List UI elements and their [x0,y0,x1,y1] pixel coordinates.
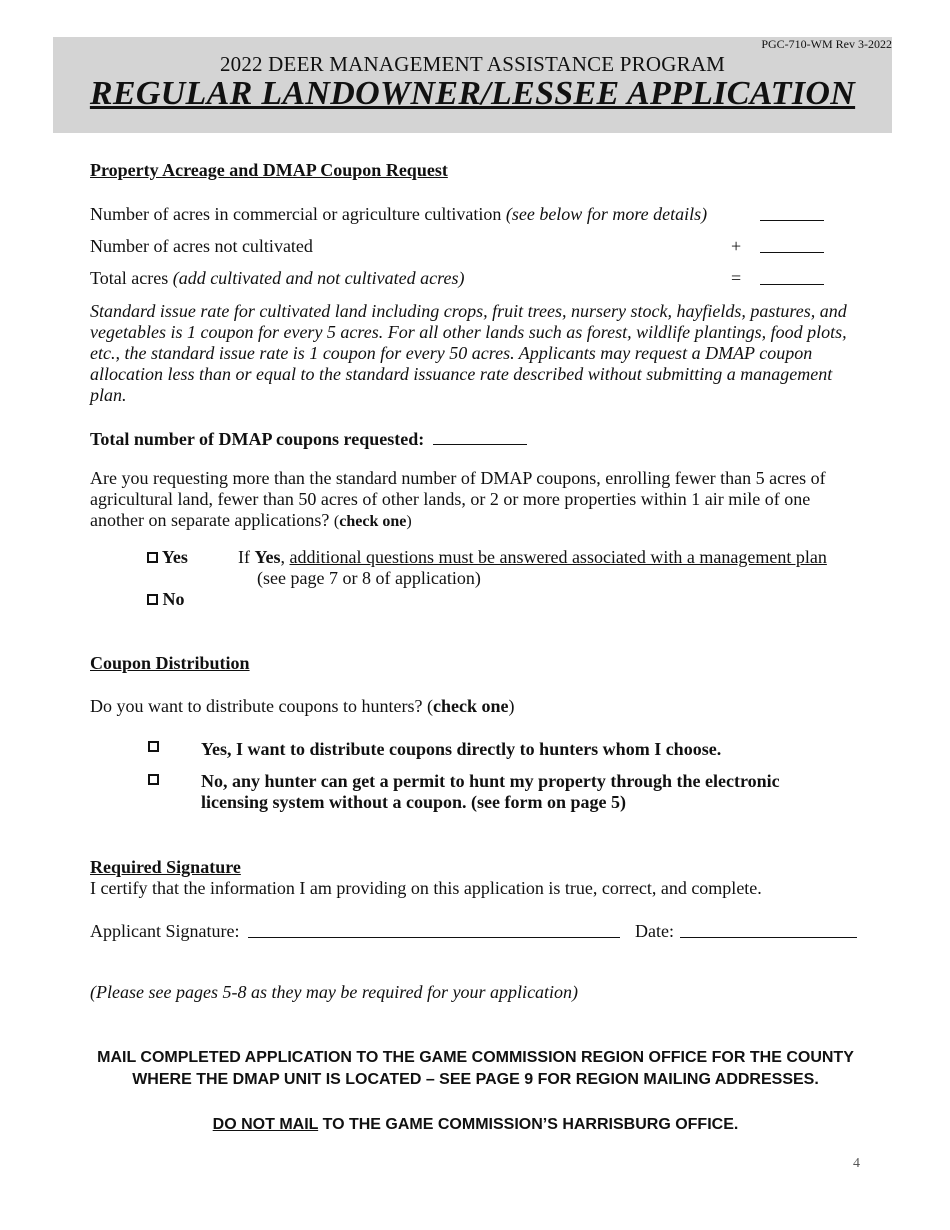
more-coupons-question: Are you requesting more than the standard number of DMAP coupons, enrolling fewer than 5 acres of agricultural land, fewer than 50 acres of other lands, or 2 or more properties within 1 air mile of one another on separate applications? (check one) [90,468,826,530]
rate-paragraph: Standard issue rate for cultivated land including crops, fruit trees, nursery stock, hayfields, pastures, and vegetables is 1 coupon for every 5 acres. For all other lands such as forest, wildlife plantings, food plots, etc., the standard issue rate is 1 coupon for every 50 acres. Applicants may request a DMAP coupon allocation less than or equal to the standard issuance rate described without submitting a management plan. [90,301,847,405]
no-checkbox[interactable] [147,594,158,605]
distribute-no-line1: No, any hunter can get a permit to hunt my property through the electronic [201,771,780,791]
do-not-mail-rest: TO THE GAME COMMISSION’S HARRISBURG OFFICE. [318,1116,739,1133]
distribute-yes-checkbox[interactable] [148,741,159,752]
distribute-no-line2: licensing system without a coupon. (see form on page 5) [201,792,626,812]
acreage-heading: Property Acreage and DMAP Coupon Request [90,160,448,180]
distribution-heading: Coupon Distribution [90,653,250,673]
check-one-label: check one [339,513,407,530]
cultivated-note: (see below for more details) [505,204,708,224]
applicant-signature-field[interactable] [248,923,620,938]
question-text: Are you requesting more than the standard number of DMAP coupons, enrolling fewer than 5 acres of agricultural land, fewer than 50 acres of other lands, or 2 or more properties within 1 air mile of one another on separate applications? [90,468,826,530]
plus-sign: + [731,236,742,256]
not-cultivated-label: Number of acres not cultivated [90,236,313,256]
no-label: No [162,589,185,609]
not-cultivated-acres-field[interactable] [760,238,824,253]
mail-instruction-line2: WHERE THE DMAP UNIT IS LOCATED – SEE PAGE 9 FOR REGION MAILING ADDRESSES. [132,1071,819,1088]
form-code: PGC-710-WM Rev 3-2022 [761,37,892,51]
distribution-question: Do you want to distribute coupons to hunters? [90,696,423,716]
total-acres-note: (add cultivated and not cultivated acres) [172,268,465,288]
total-requested-row [90,429,527,450]
total-requested-field[interactable] [433,430,527,445]
if-prefix: If [238,547,250,567]
cultivated-acres-row [90,204,707,225]
certify-text: I certify that the information I am providing on this application is true, correct, and complete. [90,878,762,898]
program-title: 2022 DEER MANAGEMENT ASSISTANCE PROGRAM [219,52,726,76]
management-plan-note: additional questions must be answered associated with a management plan [289,547,827,567]
equals-sign: = [731,268,742,288]
cultivated-acres-field[interactable] [760,206,824,221]
page-number: 4 [853,1156,860,1171]
total-acres-field[interactable] [760,270,824,285]
if-yes-bold: Yes [254,547,281,567]
total-acres-row [90,268,464,289]
yes-checkbox[interactable] [147,552,158,563]
yes-label: Yes [161,547,188,567]
do-not-mail-label: DO NOT MAIL [212,1116,319,1133]
yes-option[interactable] [147,547,188,568]
pages-note: (Please see pages 5-8 as they may be required for your application) [90,982,579,1002]
see-page-note: (see page 7 or 8 of application) [257,568,481,588]
if-yes-note: If Yes, additional questions must be answered associated with a management plan [238,547,827,567]
application-title: REGULAR LANDOWNER/LESSEE APPLICATION [89,75,856,112]
distribute-yes-label: Yes, I want to distribute coupons directly to hunters whom I choose. [201,739,722,759]
distribution-question-row: Do you want to distribute coupons to hunters? (check one) [90,696,515,716]
no-option[interactable] [147,589,185,610]
mail-instruction-line1: MAIL COMPLETED APPLICATION TO THE GAME COMMISSION REGION OFFICE FOR THE COUNTY [97,1049,854,1066]
applicant-signature-label: Applicant Signature: [90,921,240,941]
distribution-check-one: check one [432,696,509,716]
distribute-no-checkbox[interactable] [148,774,159,785]
signature-heading: Required Signature [90,857,241,877]
cultivated-label: Number of acres in commercial or agriculture cultivation [90,204,502,224]
total-acres-label: Total acres [90,268,169,288]
date-label: Date: [635,921,674,941]
total-requested-label: Total number of DMAP coupons requested: [90,429,425,449]
date-field[interactable] [680,923,857,938]
do-not-mail-notice [53,1114,898,1136]
